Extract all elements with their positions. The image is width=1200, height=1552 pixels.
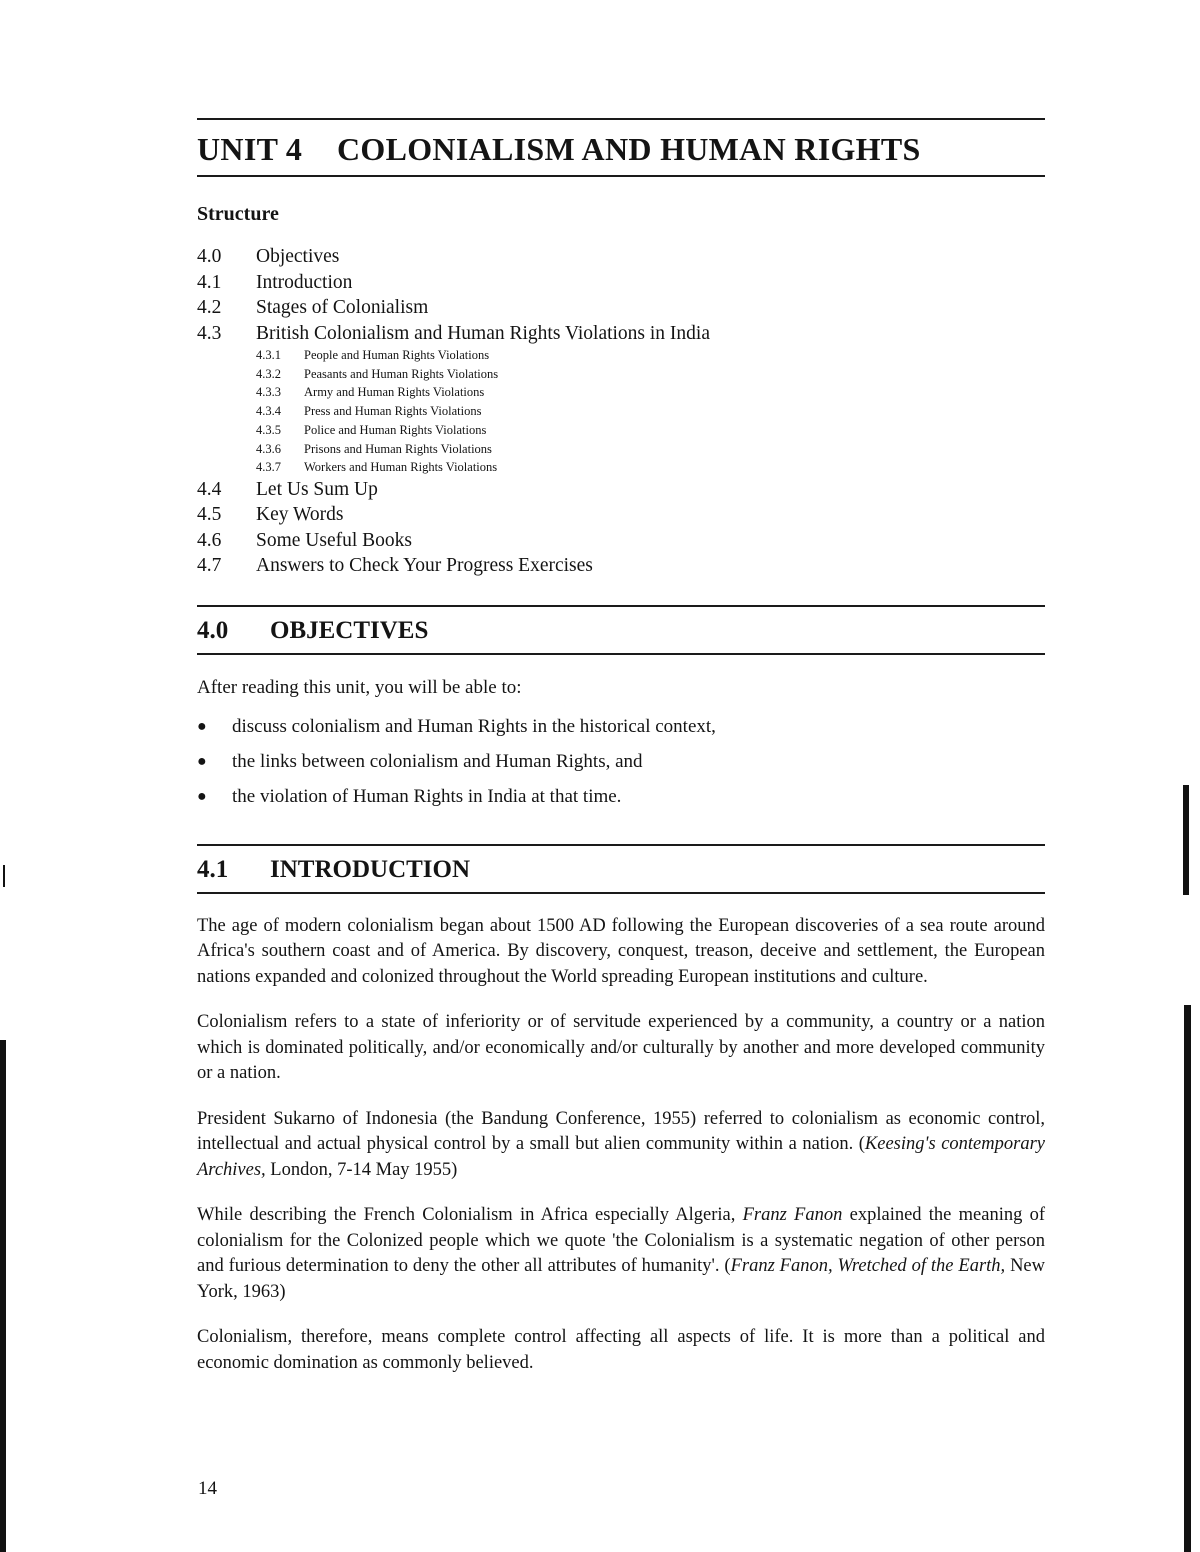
toc-subitem-label: Workers and Human Rights Violations: [304, 460, 498, 475]
toc-item-label: Answers to Check Your Progress Exercises: [256, 555, 593, 577]
toc-subitem-label: Army and Human Rights Violations: [304, 385, 485, 400]
toc-subitem-label: Prisons and Human Rights Violations: [304, 441, 492, 456]
toc-item-number: 4.7: [197, 555, 222, 577]
objectives-lead: After reading this unit, you will be able to:: [197, 676, 522, 698]
unit-number: UNIT 4: [197, 131, 303, 167]
toc-subitem: [197, 346, 1045, 365]
toc-item-number: 4.1: [197, 271, 222, 293]
bullet-icon: ●: [197, 787, 207, 805]
section-top-rule: [197, 605, 1045, 607]
toc-subitem-number: 4.3.3: [256, 385, 281, 400]
bullet-icon: ●: [197, 752, 207, 770]
toc-subitem: [197, 402, 1045, 421]
objective-text: the links between colonialism and Human Rights, and: [232, 750, 643, 772]
objectives-list: [197, 709, 1045, 814]
toc-subitem-number: 4.3.7: [256, 460, 281, 475]
toc-subitem-number: 4.3.6: [256, 441, 281, 456]
scan-edge-mark: [1184, 1005, 1191, 1552]
toc-subitem-label: Peasants and Human Rights Violations: [304, 366, 499, 381]
objective-item: [197, 779, 1045, 814]
section-number: 4.0: [197, 616, 229, 644]
toc-item-label: Key Words: [256, 504, 344, 526]
unit-title: [197, 131, 1045, 168]
paragraph: The age of modern colonialism began about 1500 AD following the European discoveries of a sea route around Africa's southern coast and of America. By discovery, conquest, treason, deceive and settlement, the European nations expanded and colonized throughout the World spreading European institutions and culture.: [197, 915, 1045, 987]
paragraph: [197, 1107, 1045, 1184]
section-bottom-rule: [197, 653, 1045, 655]
section-heading: [197, 617, 1045, 645]
toc-subitem-label: Police and Human Rights Violations: [304, 422, 487, 437]
toc-subitem: [197, 421, 1045, 440]
section-top-rule: [197, 844, 1045, 846]
bullet-icon: ●: [197, 717, 207, 735]
toc-subitem: [197, 458, 1045, 477]
toc-subitem-number: 4.3.1: [256, 348, 281, 362]
introduction-section-header: [197, 844, 1045, 894]
toc-item: [197, 244, 1045, 270]
paragraph-text: While describing the French Colonialism in Africa especially Algeria,: [197, 1205, 743, 1226]
toc-subitem-number: 4.3.4: [256, 404, 281, 419]
objective-text: the violation of Human Rights in India at that time.: [232, 785, 622, 807]
toc-subitem: [197, 383, 1045, 402]
objective-text: discuss colonialism and Human Rights in the historical context,: [232, 715, 716, 737]
toc-subitem-number: 4.3.5: [256, 422, 281, 437]
section-heading: [197, 856, 1045, 884]
toc-item-number: 4.2: [197, 297, 222, 318]
toc-item: [197, 553, 1045, 579]
section-title: INTRODUCTION: [270, 855, 471, 883]
title-top-rule: [197, 118, 1045, 120]
scan-edge-mark: [0, 1040, 6, 1552]
toc-item-number: 4.5: [197, 504, 222, 526]
title-bottom-rule: [197, 175, 1045, 177]
toc-item: [197, 321, 1045, 347]
toc-item-label: Introduction: [256, 271, 353, 293]
introduction-body: [197, 914, 1045, 1377]
paragraph-text: London, 7-14 May 1955): [265, 1159, 458, 1180]
toc-subitem: [197, 365, 1045, 384]
paragraph: Colonialism refers to a state of inferiority or of servitude experienced by a community, a country or a nation which is dominated politically, and/or economically and/or culturally by another and more developed community or a nation.: [197, 1012, 1045, 1084]
author-name: Franz Fanon: [742, 1205, 843, 1226]
paragraph: [197, 1203, 1045, 1305]
toc-item-number: 4.6: [197, 529, 222, 551]
toc-subitem-label: People and Human Rights Violations: [304, 348, 490, 362]
toc-item-number: 4.0: [197, 246, 222, 267]
toc-subitem: [197, 440, 1045, 459]
toc-subitem-number: 4.3.2: [256, 366, 281, 381]
toc-item: [197, 295, 1045, 321]
toc-item-number: 4.3: [197, 322, 222, 344]
scan-edge-mark: [1183, 785, 1189, 895]
objective-item: [197, 744, 1045, 779]
paragraph-text: New York, 1963): [197, 1256, 1045, 1302]
objectives-section-header: [197, 605, 1045, 655]
scan-edge-mark: [3, 865, 5, 887]
structure-heading: Structure: [197, 203, 279, 225]
page-content: [197, 118, 1045, 1396]
toc-item: [197, 477, 1045, 503]
unit-title-text: COLONIALISM AND HUMAN RIGHTS: [337, 131, 921, 167]
section-number: 4.1: [197, 855, 229, 883]
section-bottom-rule: [197, 892, 1045, 894]
toc-item-label: British Colonialism and Human Rights Violations in India: [256, 322, 711, 344]
page-number: 14: [198, 1478, 217, 1499]
paragraph-text: explained the meaning of colonialism for the Colonized people which we quote 'the Colonialism is a systematic negation of other person and furious determination to deny the other all attributes of humanity'. (: [197, 1205, 1046, 1277]
toc-item-label: Let Us Sum Up: [256, 478, 378, 500]
citation-title: Franz Fanon, Wretched of the Earth,: [730, 1256, 1006, 1277]
toc-item: [197, 270, 1045, 296]
table-of-contents: [197, 244, 1045, 579]
toc-item: [197, 502, 1045, 528]
toc-subitem-label: Press and Human Rights Violations: [304, 404, 482, 419]
citation-title: Keesing's contemporary Archives,: [197, 1134, 1045, 1180]
toc-item: [197, 528, 1045, 554]
section-title: OBJECTIVES: [270, 616, 429, 644]
toc-item-number: 4.4: [197, 478, 222, 500]
toc-item-label: Objectives: [256, 246, 340, 267]
toc-item-label: Stages of Colonialism: [256, 297, 429, 318]
objective-item: [197, 709, 1045, 744]
paragraph: Colonialism, therefore, means complete control affecting all aspects of life. It is more than a political and economic domination as commonly believed.: [197, 1327, 1045, 1373]
toc-item-label: Some Useful Books: [256, 529, 412, 551]
paragraph-text: President Sukarno of Indonesia (the Bandung Conference, 1955) referred to colonialism as economic control, intellectual and actual physical control by a small but alien community within a nation. (: [197, 1108, 1045, 1155]
